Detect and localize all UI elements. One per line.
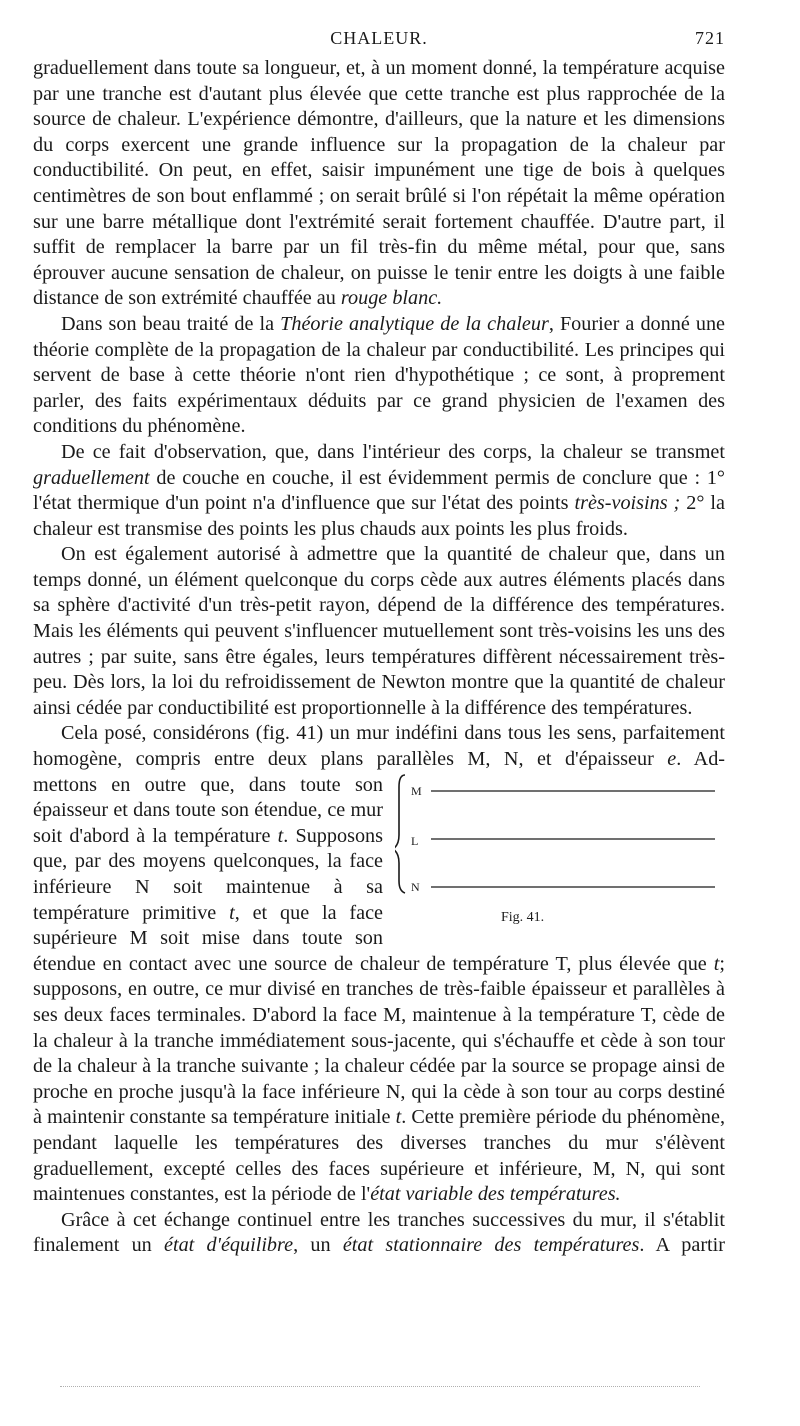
book-page — [33, 24, 725, 1259]
brace — [395, 775, 405, 893]
paragraph-p1 — [33, 56, 725, 312]
italic-run: état variable des températures. — [370, 1183, 621, 1206]
text-run: graduellement dans toute sa longueur, et, à un moment donné, la température acquise par une tranche est d'autant plus élevée que cette tranche est plus rapprochée de la source de chaleur. L'expérience démontre, d'ailleurs, que la nature et les dimensions du corps exercent une grande influence sur la propagation de la chaleur par conductibilité. On peut, en effet, saisir impunément une tige de bois à quelques centimètres de son bout enflammé ; on serait brûlé si l'on répétait la même opération sur une barre métallique dont l'extrémité serait fortement chauffée. D'autre part, il suffit de remplacer la barre par un fil très-fin du même métal, pour que, sans éprouver aucune sensation de chaleur, on puisse le tenir entre les doigts à une faible distance de son extrémité chauffée au — [33, 57, 725, 310]
italic-run: t — [713, 952, 720, 975]
text-run: On est également autorisé à admettre que la quantité de chaleur que, dans un temps donné, un élément quelconque du corps cède aux autres éléments placés dans sa sphère d'activité d'un très-petit rayon, dépend de la différence des températures. Mais les éléments qui peuvent s'influencer mutuellement sont très-voisins les uns des autres ; par suite, sans être égales, leurs températures diffèrent nécessairement très-peu. Dès lors, la loi du refroidissement de Newton montre que la quantité de chaleur ainsi cédée par conductibilité est proportionnelle à la différence des températures. — [33, 543, 725, 719]
text-run: Dans son beau traité de la — [61, 312, 281, 335]
paragraph-p3 — [33, 440, 725, 542]
paragraph-p5b — [33, 773, 725, 1208]
page-header — [33, 24, 725, 56]
running-title: CHALEUR. — [330, 28, 428, 48]
text-run: . Ad- — [676, 748, 726, 771]
label-n: N — [411, 879, 420, 894]
text-run: . A partir — [639, 1234, 725, 1257]
figure-caption: Fig. 41. — [501, 909, 545, 925]
text-run: , un — [293, 1234, 343, 1257]
text-run: de couche en couche, il est évidemment permis de conclure que : 1° l'état thermique d'un point n'a d'influence que sur l'état des points — [33, 466, 725, 515]
text-run: . Supposons que, par des moyens quelconques, la face inférieure N soit maintenue à sa température primitive — [33, 824, 383, 924]
figure-41 — [395, 773, 725, 929]
italic-run: état d'équilibre — [164, 1234, 294, 1257]
text-run: , Fourier a donné une théorie complète de la propagation de la chaleur par conductibilité. Les principes qui servent de base à cette théorie n'ont rien d'hypothétique ; ce sont, à proprement parler, des faits expérimentaux déduits par ce grand physicien de l'examen des conditions du phénomène. — [33, 312, 726, 438]
text-run: De ce fait d'observation, que, dans l'intérieur des corps, la chaleur se transmet — [61, 440, 725, 463]
text-run: mettons en outre que, dans toute son épaisseur et dans toute son étendue, ce mur soit d'abord à la température — [33, 773, 383, 847]
paragraph-p5a — [33, 721, 725, 772]
italic-run: t — [277, 824, 284, 847]
paragraph-p2 — [33, 312, 725, 440]
text-run: , et que la face supérieure M soit mise dans toute son étendue en contact avec une source de chaleur de température T, plus élevée que — [33, 901, 714, 975]
italic-run: e — [667, 748, 677, 771]
italic-run: état stationnaire des températures — [342, 1234, 640, 1257]
text-run: Grâce à cet échange continuel entre les tranches successives du mur, il s'établit finalement un — [33, 1208, 725, 1257]
text-run: . Cette première période du phénomène, pendant laquelle les températures des diverses tranches du mur s'élèvent graduellement, excepté celles des faces supérieure et inférieure, M, N, qui sont maintenues constantes, est la période de l' — [33, 1106, 726, 1206]
footer-rule — [60, 1386, 700, 1387]
italic-run: graduellement — [33, 466, 150, 489]
paragraph-p4 — [33, 542, 725, 721]
text-run: 2° la chaleur est transmise des points les plus chauds aux points les plus froids. — [33, 492, 725, 540]
italic-run: Théorie analytique de la chaleur — [280, 312, 549, 335]
wall-diagram — [395, 773, 725, 929]
italic-run: t — [395, 1106, 402, 1129]
paragraph-p6 — [33, 1208, 725, 1259]
italic-run: très-voisins ; — [574, 492, 681, 515]
text-run: ; supposons, en outre, ce mur divisé en tranches de très-faible épaisseur et parallèles à ses deux faces terminales. D'abord la face M, maintenue à la température T, cède de la chaleur à la tranche immédiatement sous-jacente, qui s'échauffe et cède à son tour de la chaleur à la tranche suivante ; la chaleur cédée par la source se propage ainsi de proche en proche jusqu'à la face inférieure N, qui la cède à son tour au corps destiné à maintenir constante sa température initiale — [33, 952, 725, 1129]
label-l: L — [411, 833, 419, 848]
body-text — [33, 56, 725, 1259]
italic-run: t — [229, 901, 235, 924]
text-run: Cela posé, considérons (fig. 41) un mur indéfini dans tous les sens, parfaitement homogène, compris entre deux plans parallèles M, N, et d'épaisseur — [33, 722, 725, 771]
page-number: 721 — [695, 28, 725, 48]
italic-run: rouge blanc. — [340, 287, 443, 310]
label-m: M — [411, 783, 422, 798]
